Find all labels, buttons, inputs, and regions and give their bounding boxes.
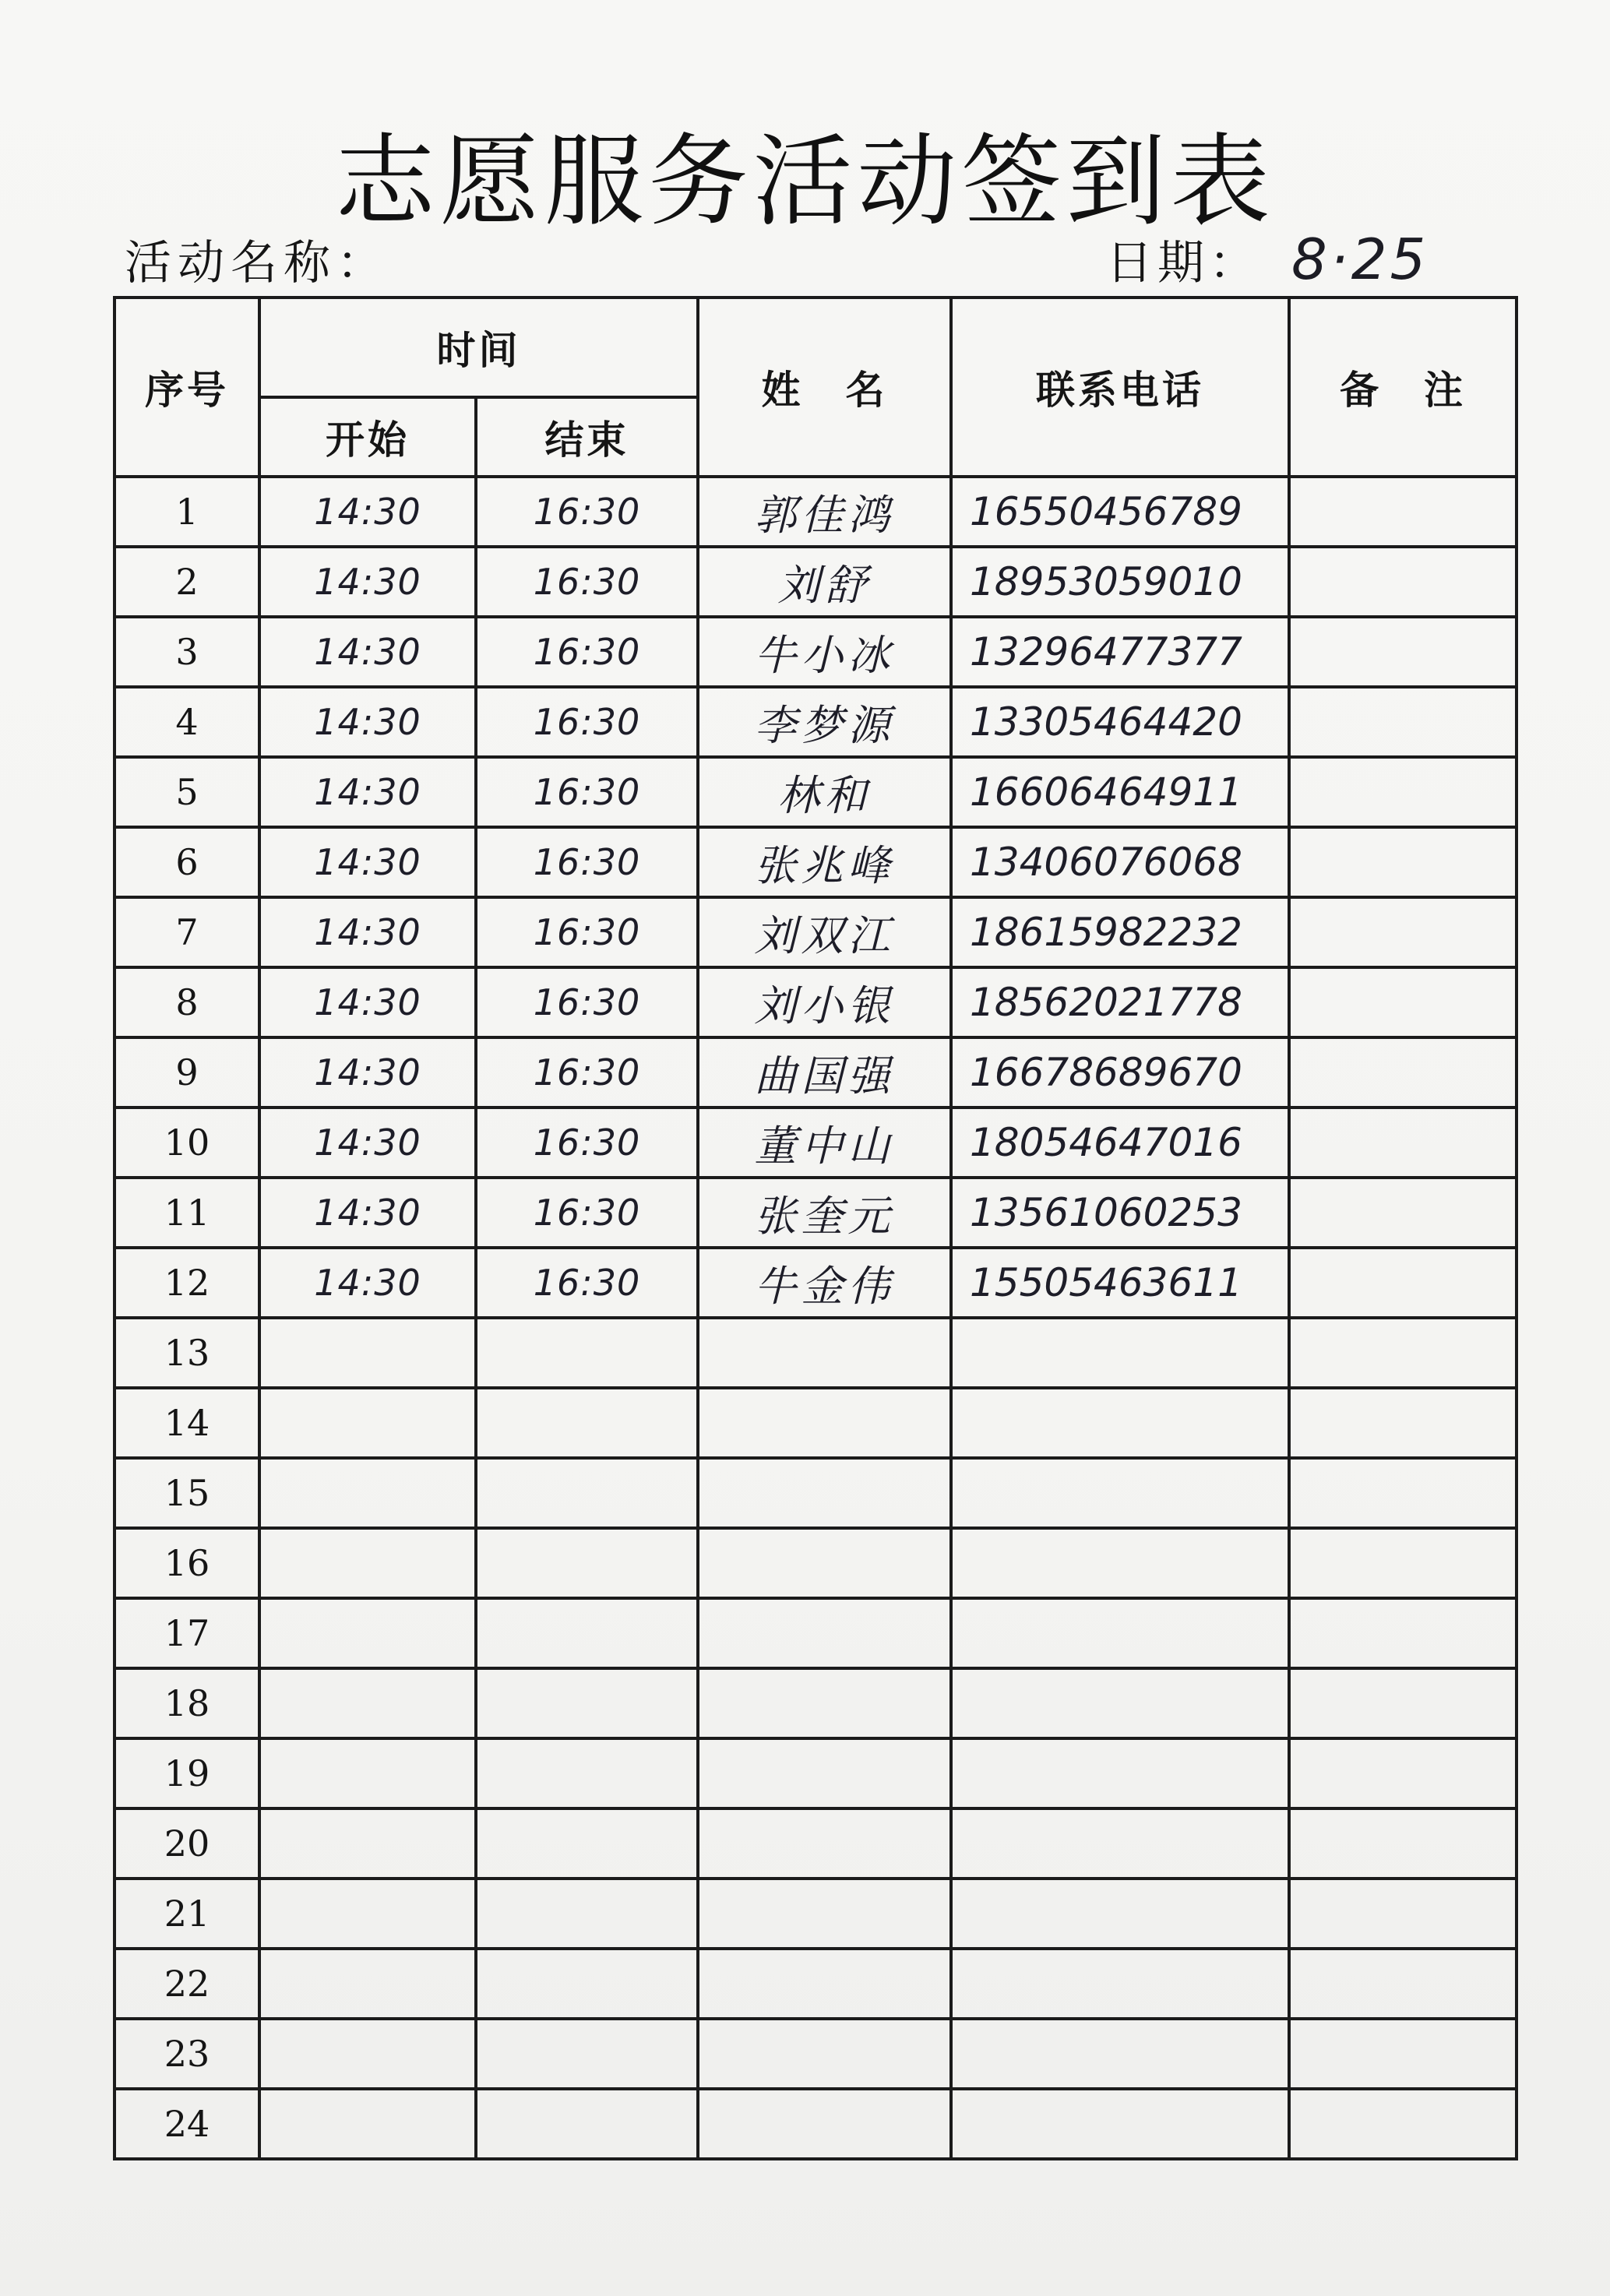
phone-cell: 13296477377 bbox=[951, 617, 1289, 687]
phone-cell bbox=[951, 1668, 1289, 1738]
remark-cell bbox=[1289, 1108, 1517, 1178]
phone-cell: 18054647016 bbox=[951, 1108, 1289, 1178]
end-time-cell bbox=[476, 2089, 698, 2159]
name-cell: 郭佳鸿 bbox=[698, 477, 951, 547]
row-number: 12 bbox=[114, 1248, 259, 1318]
phone-cell bbox=[951, 1949, 1289, 2019]
table-row bbox=[114, 1318, 1517, 1388]
remark-cell bbox=[1289, 1248, 1517, 1318]
start-time-cell bbox=[259, 2089, 476, 2159]
end-time-cell bbox=[476, 1879, 698, 1949]
row-number: 3 bbox=[114, 617, 259, 687]
phone-cell: 16550456789 bbox=[951, 477, 1289, 547]
end-time-cell bbox=[476, 1808, 698, 1879]
date-label: 日期： bbox=[1106, 236, 1260, 291]
phone-cell: 16606464911 bbox=[951, 757, 1289, 827]
table-row bbox=[114, 1178, 1517, 1248]
header-end: 结束 bbox=[476, 397, 698, 477]
end-time-cell: 16:30 bbox=[476, 617, 698, 687]
phone-cell bbox=[951, 1879, 1289, 1949]
start-time-cell: 14:30 bbox=[259, 967, 476, 1037]
row-number: 4 bbox=[114, 687, 259, 757]
row-number: 7 bbox=[114, 897, 259, 967]
row-number: 9 bbox=[114, 1037, 259, 1108]
remark-cell bbox=[1289, 1458, 1517, 1528]
header-no: 序号 bbox=[114, 298, 259, 477]
start-time-cell bbox=[259, 1528, 476, 1598]
start-time-cell: 14:30 bbox=[259, 1248, 476, 1318]
row-number: 21 bbox=[114, 1879, 259, 1949]
end-time-cell: 16:30 bbox=[476, 1037, 698, 1108]
phone-cell bbox=[951, 1738, 1289, 1808]
start-time-cell: 14:30 bbox=[259, 827, 476, 897]
start-time-cell bbox=[259, 1318, 476, 1388]
table-row bbox=[114, 1458, 1517, 1528]
end-time-cell: 16:30 bbox=[476, 897, 698, 967]
table-row bbox=[114, 687, 1517, 757]
table-row bbox=[114, 617, 1517, 687]
phone-cell: 13305464420 bbox=[951, 687, 1289, 757]
table-row bbox=[114, 1037, 1517, 1108]
name-cell bbox=[698, 1879, 951, 1949]
start-time-cell bbox=[259, 1738, 476, 1808]
table-row bbox=[114, 1598, 1517, 1668]
remark-cell bbox=[1289, 2089, 1517, 2159]
table-row bbox=[114, 897, 1517, 967]
start-time-cell: 14:30 bbox=[259, 757, 476, 827]
remark-cell bbox=[1289, 897, 1517, 967]
phone-cell: 15505463611 bbox=[951, 1248, 1289, 1318]
remark-cell bbox=[1289, 827, 1517, 897]
start-time-cell bbox=[259, 1388, 476, 1458]
start-time-cell bbox=[259, 1668, 476, 1738]
name-cell bbox=[698, 1388, 951, 1458]
start-time-cell: 14:30 bbox=[259, 1108, 476, 1178]
end-time-cell bbox=[476, 1668, 698, 1738]
name-cell: 李梦源 bbox=[698, 687, 951, 757]
row-number: 19 bbox=[114, 1738, 259, 1808]
header-phone: 联系电话 bbox=[951, 298, 1289, 477]
remark-cell bbox=[1289, 1879, 1517, 1949]
end-time-cell: 16:30 bbox=[476, 477, 698, 547]
remark-cell bbox=[1289, 1598, 1517, 1668]
remark-cell bbox=[1289, 1528, 1517, 1598]
table-row bbox=[114, 1949, 1517, 2019]
row-number: 1 bbox=[114, 477, 259, 547]
end-time-cell bbox=[476, 1528, 698, 1598]
phone-cell bbox=[951, 1388, 1289, 1458]
start-time-cell bbox=[259, 1949, 476, 2019]
name-cell bbox=[698, 1808, 951, 1879]
table-row bbox=[114, 1879, 1517, 1949]
row-number: 23 bbox=[114, 2019, 259, 2089]
row-number: 20 bbox=[114, 1808, 259, 1879]
name-cell: 张兆峰 bbox=[698, 827, 951, 897]
row-number: 17 bbox=[114, 1598, 259, 1668]
remark-cell bbox=[1289, 1949, 1517, 2019]
phone-cell bbox=[951, 2019, 1289, 2089]
table-row bbox=[114, 1808, 1517, 1879]
start-time-cell: 14:30 bbox=[259, 1178, 476, 1248]
name-cell bbox=[698, 1318, 951, 1388]
start-time-cell: 14:30 bbox=[259, 617, 476, 687]
remark-cell bbox=[1289, 617, 1517, 687]
row-number: 22 bbox=[114, 1949, 259, 2019]
phone-cell bbox=[951, 1808, 1289, 1879]
remark-cell bbox=[1289, 2019, 1517, 2089]
phone-cell: 16678689670 bbox=[951, 1037, 1289, 1108]
table-row bbox=[114, 1738, 1517, 1808]
remark-cell bbox=[1289, 687, 1517, 757]
name-cell: 曲国强 bbox=[698, 1037, 951, 1108]
start-time-cell bbox=[259, 1458, 476, 1528]
sheet-title: 志愿服务活动签到表 bbox=[335, 124, 1275, 240]
end-time-cell: 16:30 bbox=[476, 827, 698, 897]
name-cell bbox=[698, 1949, 951, 2019]
name-cell bbox=[698, 1528, 951, 1598]
name-cell bbox=[698, 1668, 951, 1738]
end-time-cell bbox=[476, 1318, 698, 1388]
end-time-cell bbox=[476, 1738, 698, 1808]
table-row bbox=[114, 1528, 1517, 1598]
remark-cell bbox=[1289, 1388, 1517, 1458]
row-number: 5 bbox=[114, 757, 259, 827]
header-start: 开始 bbox=[259, 397, 476, 477]
remark-cell bbox=[1289, 1668, 1517, 1738]
table-row bbox=[114, 967, 1517, 1037]
end-time-cell bbox=[476, 1388, 698, 1458]
remark-cell bbox=[1289, 547, 1517, 617]
name-cell: 牛金伟 bbox=[698, 1248, 951, 1318]
remark-cell bbox=[1289, 477, 1517, 547]
start-time-cell bbox=[259, 1598, 476, 1668]
row-number: 6 bbox=[114, 827, 259, 897]
table-row bbox=[114, 1108, 1517, 1178]
end-time-cell: 16:30 bbox=[476, 757, 698, 827]
name-cell bbox=[698, 1738, 951, 1808]
header-time: 时间 bbox=[259, 298, 698, 397]
name-cell: 刘小银 bbox=[698, 967, 951, 1037]
end-time-cell: 16:30 bbox=[476, 547, 698, 617]
name-cell bbox=[698, 2089, 951, 2159]
end-time-cell: 16:30 bbox=[476, 967, 698, 1037]
name-cell: 牛小冰 bbox=[698, 617, 951, 687]
phone-cell: 18562021778 bbox=[951, 967, 1289, 1037]
name-cell: 刘舒 bbox=[698, 547, 951, 617]
table-row bbox=[114, 477, 1517, 547]
remark-cell bbox=[1289, 1178, 1517, 1248]
end-time-cell: 16:30 bbox=[476, 1108, 698, 1178]
name-cell: 林和 bbox=[698, 757, 951, 827]
row-number: 2 bbox=[114, 547, 259, 617]
activity-name-label: 活动名称： bbox=[125, 236, 389, 291]
row-number: 11 bbox=[114, 1178, 259, 1248]
end-time-cell bbox=[476, 2019, 698, 2089]
date-field bbox=[1106, 226, 1429, 293]
start-time-cell: 14:30 bbox=[259, 477, 476, 547]
start-time-cell: 14:30 bbox=[259, 547, 476, 617]
row-number: 14 bbox=[114, 1388, 259, 1458]
remark-cell bbox=[1289, 757, 1517, 827]
row-number: 24 bbox=[114, 2089, 259, 2159]
table-row bbox=[114, 2019, 1517, 2089]
remark-cell bbox=[1289, 1318, 1517, 1388]
phone-cell bbox=[951, 2089, 1289, 2159]
header-remark: 备 注 bbox=[1289, 298, 1517, 477]
start-time-cell: 14:30 bbox=[259, 687, 476, 757]
phone-cell bbox=[951, 1528, 1289, 1598]
table-row bbox=[114, 2089, 1517, 2159]
table-row bbox=[114, 547, 1517, 617]
remark-cell bbox=[1289, 967, 1517, 1037]
start-time-cell bbox=[259, 1879, 476, 1949]
name-cell: 刘双江 bbox=[698, 897, 951, 967]
name-cell bbox=[698, 2019, 951, 2089]
sign-in-table bbox=[113, 296, 1518, 2160]
table-row bbox=[114, 1668, 1517, 1738]
table-body bbox=[114, 477, 1517, 2159]
phone-cell bbox=[951, 1458, 1289, 1528]
remark-cell bbox=[1289, 1037, 1517, 1108]
end-time-cell: 16:30 bbox=[476, 687, 698, 757]
end-time-cell bbox=[476, 1949, 698, 2019]
name-cell: 张奎元 bbox=[698, 1178, 951, 1248]
end-time-cell bbox=[476, 1458, 698, 1528]
start-time-cell: 14:30 bbox=[259, 897, 476, 967]
row-number: 13 bbox=[114, 1318, 259, 1388]
name-cell: 董中山 bbox=[698, 1108, 951, 1178]
end-time-cell: 16:30 bbox=[476, 1178, 698, 1248]
table-row bbox=[114, 1388, 1517, 1458]
phone-cell: 18953059010 bbox=[951, 547, 1289, 617]
row-number: 16 bbox=[114, 1528, 259, 1598]
name-cell bbox=[698, 1458, 951, 1528]
phone-cell bbox=[951, 1318, 1289, 1388]
row-number: 15 bbox=[114, 1458, 259, 1528]
row-number: 10 bbox=[114, 1108, 259, 1178]
remark-cell bbox=[1289, 1808, 1517, 1879]
row-number: 8 bbox=[114, 967, 259, 1037]
phone-cell: 13561060253 bbox=[951, 1178, 1289, 1248]
remark-cell bbox=[1289, 1738, 1517, 1808]
header-name: 姓 名 bbox=[698, 298, 951, 477]
phone-cell: 18615982232 bbox=[951, 897, 1289, 967]
phone-cell bbox=[951, 1598, 1289, 1668]
row-number: 18 bbox=[114, 1668, 259, 1738]
date-value: 8·25 bbox=[1291, 227, 1429, 292]
end-time-cell: 16:30 bbox=[476, 1248, 698, 1318]
table-row bbox=[114, 757, 1517, 827]
start-time-cell: 14:30 bbox=[259, 1037, 476, 1108]
table-row bbox=[114, 827, 1517, 897]
end-time-cell bbox=[476, 1598, 698, 1668]
start-time-cell bbox=[259, 1808, 476, 1879]
name-cell bbox=[698, 1598, 951, 1668]
table-row bbox=[114, 1248, 1517, 1318]
phone-cell: 13406076068 bbox=[951, 827, 1289, 897]
start-time-cell bbox=[259, 2019, 476, 2089]
